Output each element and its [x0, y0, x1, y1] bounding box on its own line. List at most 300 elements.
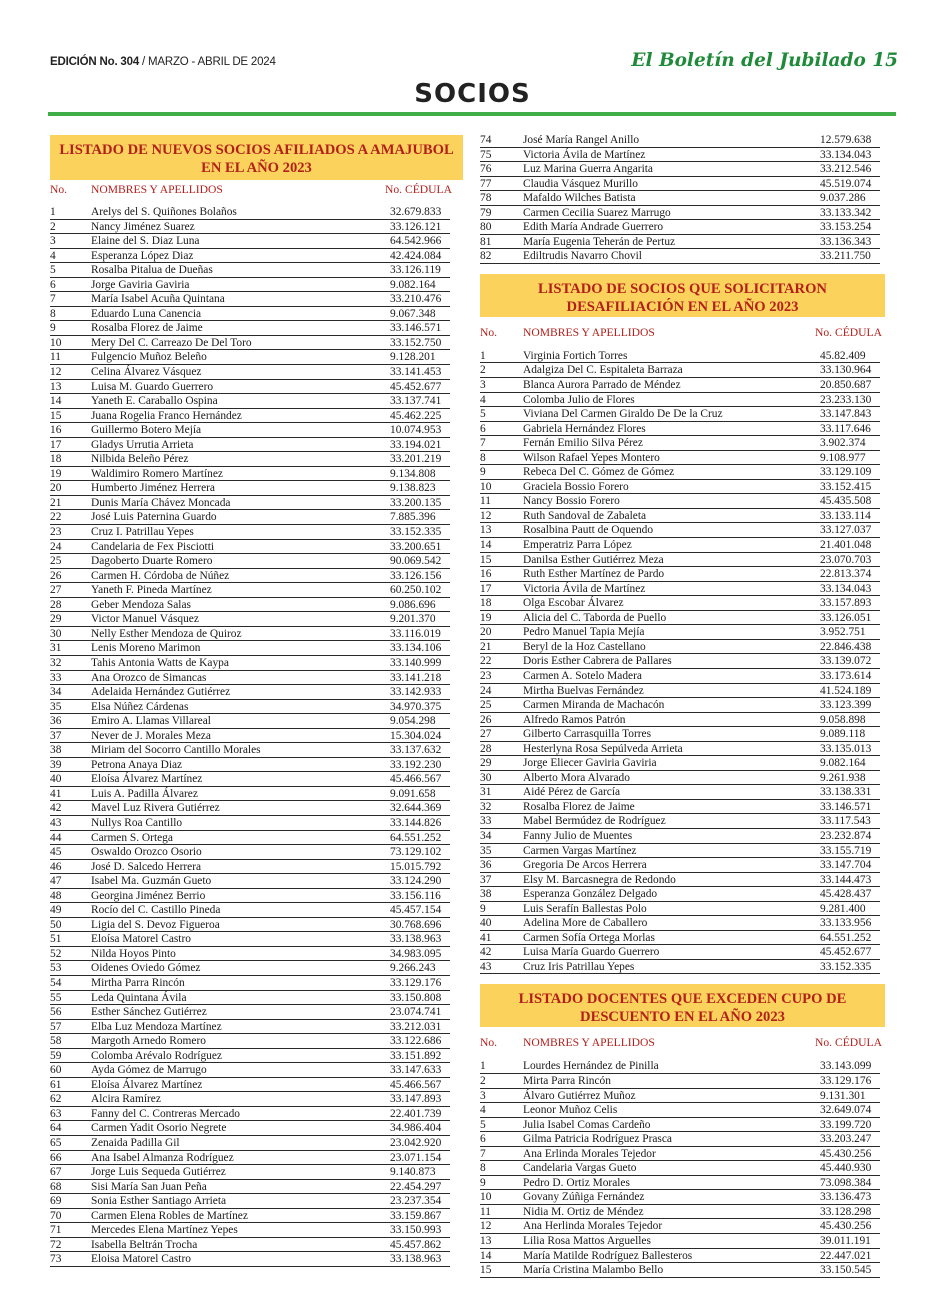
table-row — [480, 249, 880, 264]
member-name: Adalgiza Del C. Espitaleta Barraza — [523, 364, 683, 377]
member-id: 34.986.404 — [390, 1122, 442, 1135]
row-number: 82 — [480, 250, 492, 263]
member-name: Doris Esther Cabrera de Pallares — [523, 655, 672, 668]
member-id: 45.430.256 — [820, 1147, 872, 1160]
row-number: 21 — [480, 640, 492, 653]
member-name: Graciela Bossio Forero — [523, 480, 629, 493]
table-row — [50, 874, 450, 889]
table-row — [50, 278, 450, 293]
member-name: María Matilde Rodríguez Ballesteros — [523, 1249, 693, 1262]
table-row — [50, 1194, 450, 1209]
table-row — [50, 321, 450, 336]
row-number: 20 — [480, 626, 492, 639]
member-name: Victoria Ávila de Martínez — [523, 582, 646, 595]
table-row — [480, 1263, 880, 1278]
member-id: 33.211.750 — [820, 250, 871, 263]
member-name: Fulgencio Muñoz Beleño — [91, 351, 207, 364]
row-number: 23 — [50, 526, 62, 539]
nuevos-column-headers — [50, 183, 463, 199]
table-row — [480, 785, 880, 800]
member-id: 33.122.686 — [390, 1035, 442, 1048]
row-number: 35 — [50, 700, 62, 713]
table-row — [50, 1180, 450, 1195]
member-id: 23.232.874 — [820, 829, 872, 842]
member-name: Lenis Moreno Marimon — [91, 642, 201, 655]
table-row — [480, 902, 880, 917]
table-row — [480, 611, 880, 626]
member-id: 23.074.741 — [390, 1006, 442, 1019]
member-id: 33.133.956 — [820, 917, 872, 930]
row-number: 79 — [480, 206, 492, 219]
publication-brand: El Boletín del Jubilado 15 — [631, 50, 898, 71]
col-name-header: NOMBRES Y APELLIDOS — [523, 325, 655, 339]
row-number: 10 — [50, 336, 62, 349]
member-name: Carmen A. Sotelo Madera — [523, 669, 642, 682]
row-number: 13 — [480, 524, 492, 537]
member-name: Oidenes Oviedo Gómez — [91, 962, 201, 975]
row-number: 27 — [50, 584, 62, 597]
table-row — [480, 1132, 880, 1147]
member-id: 22.454.297 — [390, 1180, 442, 1193]
member-name: Alfredo Ramos Patrón — [523, 713, 626, 726]
table-row — [480, 363, 880, 378]
table-row — [50, 671, 450, 686]
row-number: 26 — [480, 713, 492, 726]
row-number: 14 — [480, 1249, 492, 1262]
member-id: 64.551.252 — [820, 931, 872, 944]
member-name: Beryl de la Hoz Castellano — [523, 640, 646, 653]
member-name: Carmen S. Ortega — [91, 831, 173, 844]
row-number: 22 — [480, 655, 492, 668]
row-number: 42 — [480, 946, 492, 959]
table-row — [50, 1238, 450, 1253]
member-id: 33.142.933 — [390, 686, 442, 699]
table-row — [50, 554, 450, 569]
row-number: 9 — [480, 1176, 486, 1189]
member-id: 9.131.301 — [820, 1089, 866, 1102]
member-name: Ruth Esther Martínez de Pardo — [523, 568, 665, 581]
page-header — [50, 52, 898, 74]
row-number: 73 — [50, 1253, 62, 1266]
member-id: 33.139.072 — [820, 655, 872, 668]
member-id: 33.212.031 — [390, 1020, 442, 1033]
member-id: 45.452.677 — [390, 380, 442, 393]
member-id: 9.128.201 — [390, 351, 436, 364]
member-name: Nancy Jiménez Suarez — [91, 220, 195, 233]
table-row — [480, 960, 880, 975]
member-id: 33.130.964 — [820, 364, 872, 377]
row-number: 1 — [480, 349, 486, 362]
member-id: 33.146.571 — [820, 800, 872, 813]
row-number: 54 — [50, 976, 62, 989]
row-number: 23 — [480, 669, 492, 682]
table-row — [50, 801, 450, 816]
member-id: 33.151.892 — [390, 1049, 442, 1062]
right-column — [480, 133, 885, 1278]
table-row — [50, 540, 450, 555]
table-row — [50, 976, 450, 991]
member-id: 9.266.243 — [390, 962, 436, 975]
row-number: 21 — [50, 496, 62, 509]
member-id: 9.067.348 — [390, 307, 436, 320]
member-name: José Luis Paternina Guardo — [91, 511, 217, 524]
row-number: 1 — [480, 1060, 486, 1073]
row-number: 76 — [480, 163, 492, 176]
member-name: Ediltrudis Navarro Chovil — [523, 250, 642, 263]
row-number: 2 — [50, 220, 56, 233]
table-row — [50, 205, 450, 220]
member-name: Ana Orozco de Simancas — [91, 671, 207, 684]
member-id: 23.071.154 — [390, 1151, 442, 1164]
edition-date: / MARZO - ABRIL DE 2024 — [139, 56, 276, 68]
member-id: 9.281.400 — [820, 902, 866, 915]
row-number: 20 — [50, 482, 62, 495]
table-row — [50, 481, 450, 496]
member-id: 33.157.893 — [820, 597, 872, 610]
member-name: Govany Zúñiga Fernández — [523, 1191, 645, 1204]
member-name: Olga Escobar Álvarez — [523, 597, 624, 610]
table-row — [480, 494, 880, 509]
row-number: 16 — [50, 424, 62, 437]
member-id: 33.138.963 — [390, 1253, 442, 1266]
member-name: Yaneth E. Caraballo Ospina — [91, 395, 218, 408]
member-name: Gabriela Hernández Flores — [523, 422, 646, 435]
row-number: 5 — [480, 1118, 486, 1131]
member-name: Miriam del Socorro Cantillo Morales — [91, 744, 261, 757]
member-name: Esperanza López Diaz — [91, 249, 194, 262]
member-name: Eloísa Matorel Castro — [91, 933, 191, 946]
table-row — [50, 438, 450, 453]
col-id-header: No. CÉDULA — [815, 1036, 882, 1050]
table-row — [480, 509, 880, 524]
table-row — [480, 1190, 880, 1205]
table-row — [480, 1074, 880, 1089]
row-number: 34 — [480, 829, 492, 842]
member-name: Eloísa Álvarez Martínez — [91, 773, 203, 786]
member-id: 45.457.862 — [390, 1238, 442, 1251]
table-row — [480, 887, 880, 902]
row-number: 57 — [50, 1020, 62, 1033]
member-name: Gilberto Carrasquilla Torres — [523, 728, 652, 741]
member-name: Eloisa Matorel Castro — [91, 1253, 191, 1266]
row-number: 40 — [480, 917, 492, 930]
table-row — [480, 1176, 880, 1191]
member-id: 33.138.963 — [390, 933, 442, 946]
row-number: 3 — [480, 379, 486, 392]
row-number: 3 — [480, 1089, 486, 1102]
table-row — [480, 1219, 880, 1234]
row-number: 48 — [50, 889, 62, 902]
member-id: 9.091.658 — [390, 787, 436, 800]
member-id: 33.200.135 — [390, 496, 442, 509]
member-id: 33.152.415 — [820, 480, 872, 493]
row-number: 43 — [50, 816, 62, 829]
row-number: 70 — [50, 1209, 62, 1222]
member-name: Dunis María Chávez Moncada — [91, 496, 231, 509]
table-row — [50, 743, 450, 758]
table-row — [480, 177, 880, 192]
row-number: 39 — [50, 758, 62, 771]
row-number: 66 — [50, 1151, 62, 1164]
row-number: 51 — [50, 933, 62, 946]
row-number: 34 — [50, 686, 62, 699]
table-row — [480, 756, 880, 771]
member-name: Rebeca Del C. Gómez de Gómez — [523, 466, 675, 479]
row-number: 2 — [480, 364, 486, 377]
row-number: 55 — [50, 991, 62, 1004]
row-number: 62 — [50, 1093, 62, 1106]
table-row — [50, 1209, 450, 1224]
row-number: 60 — [50, 1064, 62, 1077]
col-name-header: NOMBRES Y APELLIDOS — [91, 183, 223, 196]
member-name: Rosalba Florez de Jaime — [523, 800, 635, 813]
member-name: Geber Mendoza Salas — [91, 598, 191, 611]
member-id: 33.199.720 — [820, 1118, 872, 1131]
member-name: Carmen Vargas Martínez — [523, 844, 637, 857]
table-row — [480, 654, 880, 669]
member-id: 20.850.687 — [820, 379, 872, 392]
member-name: María Eugenia Teherán de Pertuz — [523, 235, 676, 248]
row-number: 7 — [480, 1147, 486, 1160]
table-row — [50, 991, 450, 1006]
row-number: 27 — [480, 728, 492, 741]
member-id: 41.524.189 — [820, 684, 872, 697]
row-number: 31 — [50, 642, 62, 655]
row-number: 67 — [50, 1166, 62, 1179]
table-row — [50, 598, 450, 613]
row-number: 65 — [50, 1137, 62, 1149]
row-number: 45 — [50, 846, 62, 859]
member-id: 9.082.164 — [390, 278, 436, 291]
row-number: 12 — [50, 366, 62, 379]
row-number: 25 — [50, 555, 62, 568]
member-name: Nelly Esther Mendoza de Quiroz — [91, 627, 242, 640]
member-name: Mirtha Buelvas Fernández — [523, 684, 644, 697]
table-row — [480, 945, 880, 960]
member-name: Eduardo Luna Canencia — [91, 307, 202, 320]
row-number: 14 — [50, 395, 62, 408]
member-name: Luisa M. Guardo Guerrero — [91, 380, 214, 393]
member-name: Zenaida Padilla Gil — [91, 1137, 180, 1149]
row-number: 47 — [50, 875, 62, 888]
table-row — [50, 1034, 450, 1049]
member-id: 33.126.156 — [390, 569, 442, 582]
member-name: Fernán Emilio Silva Pérez — [523, 437, 643, 450]
table-row — [480, 162, 880, 177]
member-name: Pedro Manuel Tapia Mejía — [523, 626, 645, 639]
header-divider — [48, 112, 896, 116]
nuevos-socios-list-continued — [480, 133, 880, 264]
table-row — [50, 525, 450, 540]
table-row — [480, 1234, 880, 1249]
table-row — [480, 698, 880, 713]
row-number: 6 — [50, 278, 56, 291]
table-row — [480, 1205, 880, 1220]
member-name: Edith María Andrade Guerrero — [523, 221, 664, 234]
table-row — [480, 480, 880, 495]
member-id: 33.128.298 — [820, 1205, 872, 1218]
table-row — [50, 496, 450, 511]
row-number: 36 — [50, 715, 62, 728]
member-name: Gladys Urrutia Arrieta — [91, 438, 194, 451]
row-number: 71 — [50, 1224, 62, 1237]
row-number: 41 — [480, 931, 492, 944]
member-id: 45.466.567 — [390, 1078, 442, 1091]
member-name: Emperatriz Parra López — [523, 539, 632, 552]
table-row — [480, 465, 880, 480]
member-name: Rosalba Florez de Jaime — [91, 322, 203, 335]
member-name: Gregoria De Arcos Herrera — [523, 859, 647, 872]
member-id: 15.304.024 — [390, 729, 442, 742]
member-id: 3.952.751 — [820, 626, 866, 639]
row-number: 33 — [480, 815, 492, 828]
member-id: 33.201.219 — [390, 453, 442, 466]
table-row — [480, 451, 880, 466]
row-number: 29 — [480, 757, 492, 770]
row-number: 80 — [480, 221, 492, 234]
table-row — [50, 845, 450, 860]
member-name: Alicia del C. Taborda de Puello — [523, 611, 667, 624]
row-number: 63 — [50, 1107, 62, 1120]
member-name: Mercedes Elena Martínez Yepes — [91, 1224, 238, 1237]
nuevos-socios-list — [50, 205, 450, 1267]
table-row — [480, 844, 880, 859]
member-name: Rosalba Pitalua de Dueñas — [91, 264, 213, 277]
col-id-header: No. CÉDULA — [815, 325, 882, 339]
member-name: Colomba Julio de Flores — [523, 393, 635, 406]
member-id: 33.134.106 — [390, 642, 442, 655]
member-id: 33.141.453 — [390, 366, 442, 379]
member-name: Pedro D. Ortiz Morales — [523, 1176, 630, 1189]
member-name: Waldimiro Romero Martínez — [91, 467, 223, 480]
member-id: 33.136.473 — [820, 1191, 872, 1204]
row-number: 32 — [50, 656, 62, 669]
col-id-header: No. CÉDULA — [385, 183, 452, 196]
table-row — [480, 669, 880, 684]
table-row — [50, 1151, 450, 1166]
table-row — [50, 394, 450, 409]
member-id: 33.127.037 — [820, 524, 872, 537]
member-id: 33.173.614 — [820, 669, 872, 682]
row-number: 14 — [480, 539, 492, 552]
row-number: 25 — [480, 699, 492, 712]
table-row — [480, 713, 880, 728]
member-name: Victor Manuel Vásquez — [91, 613, 199, 626]
member-id: 9.089.118 — [820, 728, 866, 741]
member-id: 12.579.638 — [820, 134, 872, 146]
member-name: Guillermo Botero Mejía — [91, 424, 202, 437]
row-number: 64 — [50, 1122, 62, 1135]
member-name: Luis A. Padilla Álvarez — [91, 787, 198, 800]
table-row — [50, 1049, 450, 1064]
col-name-header: NOMBRES Y APELLIDOS — [523, 1036, 655, 1050]
table-row — [50, 220, 450, 235]
member-name: Nullys Roa Cantillo — [91, 816, 183, 829]
member-id: 9.054.298 — [390, 715, 436, 728]
row-number: 32 — [480, 800, 492, 813]
member-id: 22.846.438 — [820, 640, 872, 653]
table-row — [50, 307, 450, 322]
table-row — [50, 467, 450, 482]
member-id: 9.134.808 — [390, 467, 436, 480]
table-row — [480, 800, 880, 815]
member-name: Luisa María Guardo Guerrero — [523, 946, 660, 959]
table-row — [480, 407, 880, 422]
member-name: Rosalbina Pautt de Oquendo — [523, 524, 654, 537]
member-name: Ruth Sandoval de Zabaleta — [523, 509, 647, 522]
member-name: Adelina More de Caballero — [523, 917, 648, 930]
row-number: 81 — [480, 235, 492, 248]
table-row — [480, 858, 880, 873]
table-row — [50, 583, 450, 598]
table-row — [480, 596, 880, 611]
docentes-title-box — [480, 984, 885, 1027]
member-name: Candelaria de Fex Pisciotti — [91, 540, 215, 553]
row-number: 13 — [50, 380, 62, 393]
table-row — [480, 349, 880, 364]
edition-number: EDICIÓN No. 304 — [50, 56, 140, 68]
row-number: 19 — [50, 467, 62, 480]
member-name: Lilia Rosa Mattos Arguelles — [523, 1235, 651, 1247]
member-id: 33.141.218 — [390, 671, 442, 684]
row-number: 10 — [480, 1191, 492, 1204]
member-name: Candelaria Vargas Gueto — [523, 1162, 637, 1175]
member-name: Jorge Eliecer Gaviria Gaviria — [523, 757, 657, 770]
table-row — [480, 1089, 880, 1104]
table-row — [50, 641, 450, 656]
member-name: Never de J. Morales Meza — [91, 729, 211, 742]
row-number: 9 — [480, 902, 486, 915]
table-row — [480, 829, 880, 844]
member-id: 45.430.256 — [820, 1220, 872, 1233]
member-name: Carmen Miranda de Machacón — [523, 699, 665, 712]
row-number: 4 — [50, 249, 56, 262]
row-number: 42 — [50, 802, 62, 815]
member-id: 9.058.898 — [820, 713, 866, 726]
row-number: 40 — [50, 773, 62, 786]
row-number: 26 — [50, 569, 62, 582]
member-name: Sonia Esther Santiago Arrieta — [91, 1195, 227, 1208]
table-row — [480, 1059, 880, 1074]
member-name: Danilsa Esther Gutiérrez Meza — [523, 553, 664, 566]
table-row — [50, 510, 450, 525]
member-id: 9.037.286 — [820, 192, 866, 205]
row-number: 11 — [50, 351, 61, 364]
member-name: Julia Isabel Comas Cardeño — [523, 1118, 651, 1131]
table-row — [480, 436, 880, 451]
table-row — [480, 220, 880, 235]
member-name: Georgina Jiménez Berrio — [91, 889, 206, 902]
row-number: 74 — [480, 134, 492, 146]
member-name: María Isabel Acuña Quintana — [91, 293, 225, 306]
member-id: 33.200.651 — [390, 540, 442, 553]
row-number: 6 — [480, 422, 486, 435]
desafiliacion-title-line1: LISTADO DE SOCIOS QUE SOLICITARON — [538, 280, 827, 297]
member-name: Virginia Fortich Torres — [523, 349, 628, 362]
table-row — [480, 916, 880, 931]
member-id: 33.150.808 — [390, 991, 442, 1004]
table-row — [480, 1147, 880, 1162]
member-id: 45.82.409 — [820, 349, 866, 362]
member-name: Mery Del C. Carreazo De Del Toro — [91, 336, 252, 349]
table-row — [480, 1249, 880, 1264]
docentes-column-headers — [480, 1036, 885, 1052]
member-id: 9.261.938 — [820, 771, 866, 784]
member-id: 9.140.873 — [390, 1166, 436, 1179]
member-id: 33.147.633 — [390, 1064, 442, 1077]
member-name: Sisi María San Juan Peña — [91, 1180, 207, 1193]
table-row — [50, 961, 450, 976]
